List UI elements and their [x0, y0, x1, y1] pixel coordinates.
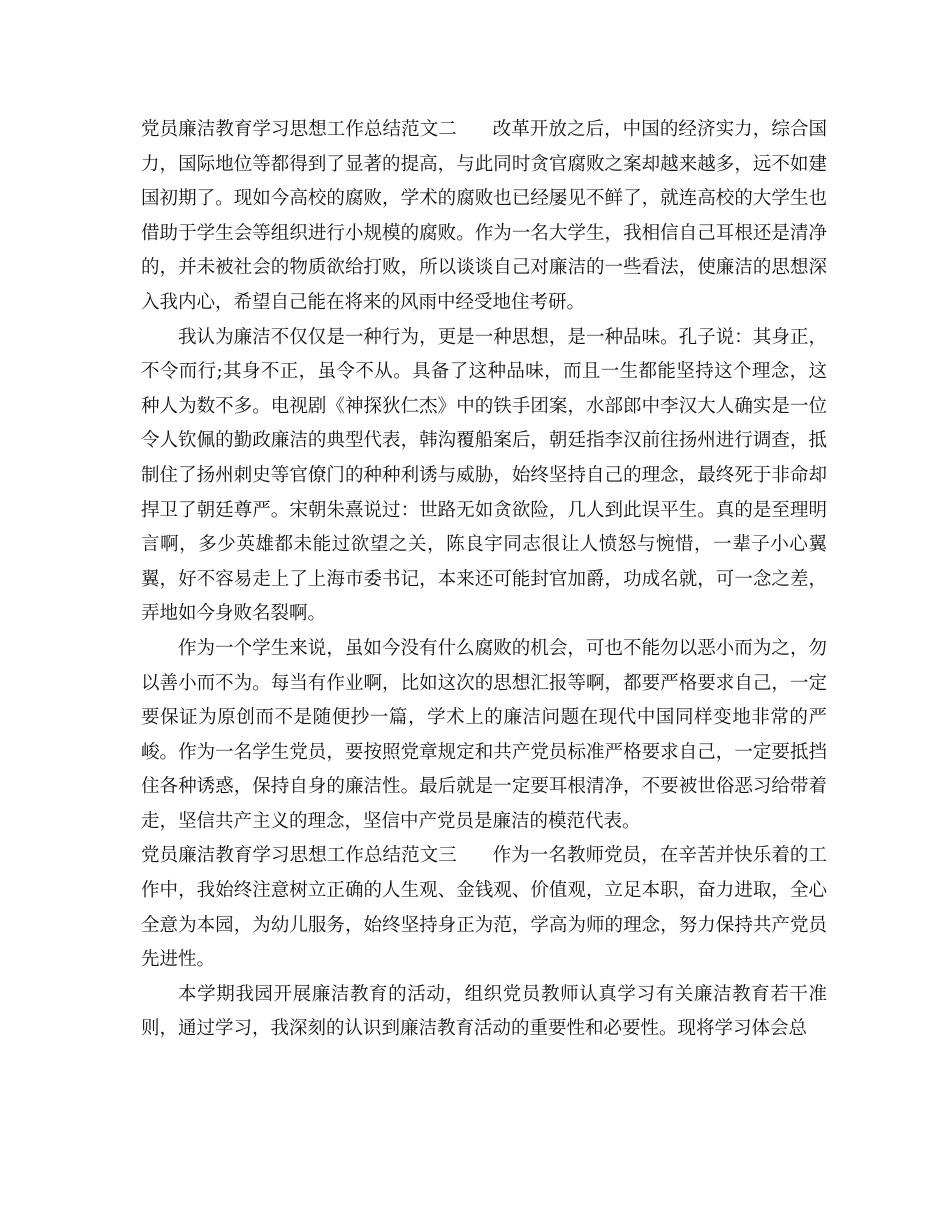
section3-intro-text: 作为一名教师党员，在辛苦并快乐着的工作中，我始终注意树立正确的人生观、金钱观、价值观，立足本职，奋力进取，全心全意为本园，为幼儿服务，始终坚持身正为范，学高为师的理念，努力保持共产党员先进性。 — [141, 845, 827, 971]
section2-paragraph-1: 我认为廉洁不仅仅是一种行为，更是一种思想，是一种品味。孔子说：其身正，不令而行;其身不正，虽令不从。具备了这种品味，而且一生都能坚持这个理念，这种人为数不多。电视剧《神探狄仁杰》中的铁手团案，水部郎中李汉大人确实是一位令人钦佩的勤政廉洁的典型代表，韩沟覆船案后，朝廷指李汉前往扬州进行调查，抵制住了扬州刺史等官僚门的种种利诱与威胁，始终坚持自己的理念，最终死于非命却捍卫了朝廷尊严。宋朝朱熹说过：世路无如贪欲险，几人到此误平生。真的是至理明言啊，多少英雄都未能过欲望之关，陈良宇同志很让人愤怒与惋惜，一辈子小心翼翼，好不容易走上了上海市委书记，本来还可能封官加爵，功成名就，可一念之差，弄地如今身败名裂啊。 — [141, 326, 827, 625]
section2-intro-text: 改革开放之后，中国的经济实力，综合国力，国际地位等都得到了显著的提高，与此同时贪官腐败之案却越来越多，远不如建国初期了。现如今高校的腐败，学术的腐败也已经屡见不鲜了，就连高校的大学生也借助于学生会等组织进行小规模的腐败。作为一名大学生，我相信自己耳根还是清净的，并未被社会的物质欲给打败，所以谈谈自己对廉洁的一些看法，使廉洁的思想深入我内心，希望自己能在将来的风雨中经受地住考研。 — [141, 119, 827, 313]
section3-paragraph-1: 本学期我园开展廉洁教育的活动，组织党员教师认真学习有关廉洁教育若干准则，通过学习，我深刻的认识到廉洁教育活动的重要性和必要性。现将学习体会总 — [141, 983, 827, 1040]
document-page — [141, 113, 827, 1047]
heading-gap — [457, 845, 493, 866]
section3-heading: 党员廉洁教育学习思想工作总结范文三 — [141, 845, 457, 867]
section2-paragraph-2: 作为一个学生来说，虽如今没有什么腐败的机会，可也不能勿以恶小而为之，勿以善小而不为。每当有作业啊，比如这次的思想汇报等啊，都要严格要求自己，一定要保证为原创而不是随便抄一篇，学术上的廉洁问题在现代中国同样变地非常的严峻。作为一名学生党员，要按照党章规定和共产党员标准严格要求自己，一定要抵挡住各种诱惑，保持自身的廉洁性。最后就是一定要耳根清净，不要被世俗恶习给带着走，坚信共产主义的理念，坚信中产党员是廉洁的模范代表。 — [141, 637, 827, 832]
section2-paragraph-intro — [141, 113, 827, 321]
section2-heading: 党员廉洁教育学习思想工作总结范文二 — [141, 119, 457, 140]
heading-gap — [457, 119, 493, 140]
section3-paragraph-intro — [141, 839, 827, 977]
